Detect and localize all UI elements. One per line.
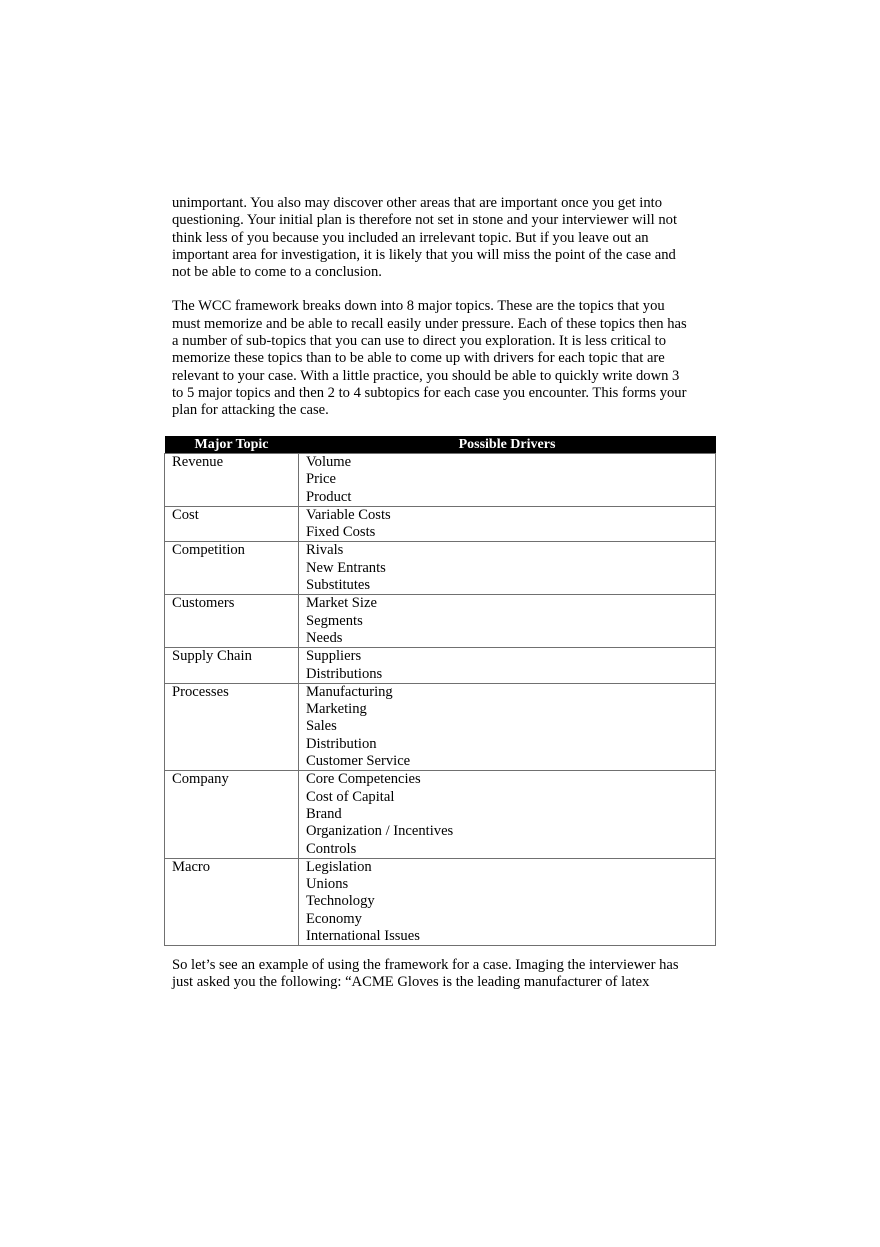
closing-paragraph: So let’s see an example of using the framework for a case. Imaging the interviewer has just asked you the following: “ACME Gloves is the leading manufacturer of latex bbox=[172, 957, 679, 991]
driver-item: International Issues bbox=[306, 928, 420, 945]
driver-item: Customer Service bbox=[306, 753, 411, 770]
table-row bbox=[165, 542, 716, 595]
driver-item: Volume bbox=[306, 454, 352, 470]
driver-item: Brand bbox=[306, 805, 342, 822]
driver-item: Controls bbox=[306, 840, 357, 857]
driver-item: Legislation bbox=[306, 858, 372, 875]
table-row bbox=[165, 648, 716, 684]
driver-item: Variable Costs bbox=[306, 506, 391, 523]
possible-drivers-cell bbox=[299, 454, 716, 507]
driver-item: Fixed Costs bbox=[306, 524, 376, 541]
driver-item: Rivals bbox=[306, 542, 344, 559]
driver-item: Distribution bbox=[306, 735, 377, 752]
major-topic-cell: Processes bbox=[165, 683, 299, 770]
intro-section bbox=[172, 195, 717, 420]
driver-item: Sales bbox=[306, 718, 337, 735]
header-possible-drivers: Possible Drivers bbox=[299, 436, 716, 454]
major-topic-cell: Macro bbox=[165, 858, 299, 945]
table-row bbox=[165, 683, 716, 770]
major-topic-cell: Cost bbox=[165, 506, 299, 542]
table-row bbox=[165, 506, 716, 542]
driver-item: Segments bbox=[306, 612, 363, 629]
table-header-row bbox=[165, 436, 716, 454]
table-row bbox=[165, 595, 716, 648]
possible-drivers-cell bbox=[299, 542, 716, 595]
driver-item: New Entrants bbox=[306, 559, 386, 576]
driver-item: Unions bbox=[306, 876, 349, 893]
driver-item: Substitutes bbox=[306, 577, 371, 594]
intro-paragraph-2: The WCC framework breaks down into 8 major topics. These are the topics that you must memorize and be able to recall easily under pressure. Each of these topics then has a number of sub-topics that you can use to direct you exploration. It is less critical to memorize these topics than to be able to come up with drivers for each topic that are relevant to your case. With a little practice, you should be able to quickly write down 3 to 5 major topics and then 2 to 4 subtopics for each case you encounter. This forms your plan for attacking the case. bbox=[172, 298, 687, 419]
possible-drivers-cell bbox=[299, 858, 716, 945]
driver-item: Organization / Incentives bbox=[306, 823, 454, 840]
driver-item: Core Competencies bbox=[306, 771, 421, 788]
possible-drivers-cell bbox=[299, 683, 716, 770]
driver-item: Distributions bbox=[306, 665, 383, 682]
possible-drivers-cell bbox=[299, 771, 716, 858]
table-row bbox=[165, 454, 716, 507]
driver-item: Manufacturing bbox=[306, 683, 393, 700]
driver-item: Market Size bbox=[306, 595, 377, 612]
driver-item: Technology bbox=[306, 893, 375, 910]
driver-item: Economy bbox=[306, 910, 362, 927]
driver-item: Suppliers bbox=[306, 648, 362, 665]
intro-paragraph-1: unimportant. You also may discover other areas that are important once you get into questioning. Your initial plan is therefore not set in stone and your interviewer will not think less of you because you included an irrelevant topic. But if you leave out an important area for investigation, it is likely that you will miss the point of the case and not be able to come to a conclusion. bbox=[172, 195, 678, 281]
major-topic-cell: Competition bbox=[165, 542, 299, 595]
major-topic-cell: Customers bbox=[165, 595, 299, 648]
possible-drivers-cell bbox=[299, 506, 716, 542]
possible-drivers-cell bbox=[299, 595, 716, 648]
driver-item: Price bbox=[306, 471, 336, 488]
major-topic-cell: Supply Chain bbox=[165, 648, 299, 684]
driver-item: Product bbox=[306, 488, 352, 505]
framework-table bbox=[164, 436, 716, 946]
table-row bbox=[165, 858, 716, 945]
driver-item: Cost of Capital bbox=[306, 788, 395, 805]
table-row bbox=[165, 771, 716, 858]
table-body bbox=[165, 454, 716, 946]
major-topic-cell: Revenue bbox=[165, 454, 299, 507]
driver-item: Marketing bbox=[306, 701, 367, 718]
driver-item: Needs bbox=[306, 629, 343, 646]
header-major-topic: Major Topic bbox=[165, 436, 299, 454]
possible-drivers-cell bbox=[299, 648, 716, 684]
major-topic-cell: Company bbox=[165, 771, 299, 858]
